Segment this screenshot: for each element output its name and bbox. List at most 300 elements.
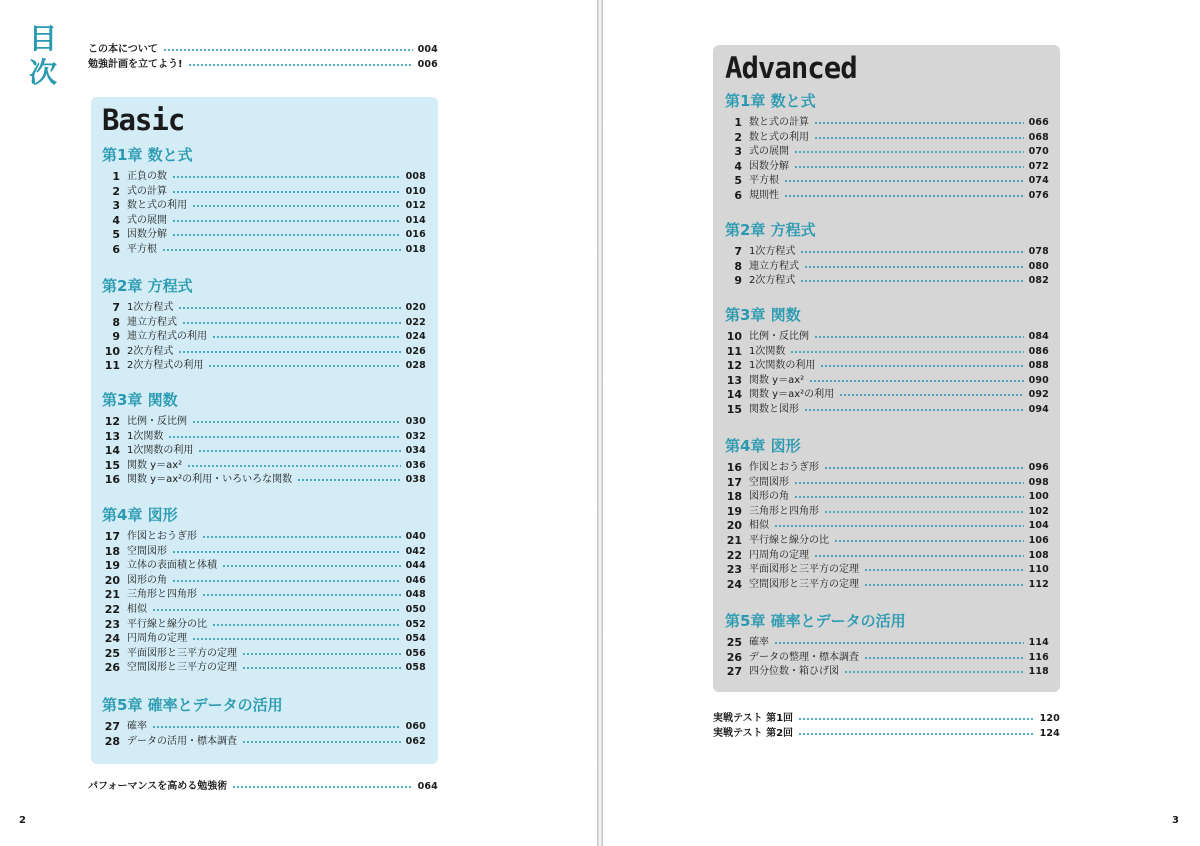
toc-entry[interactable] <box>102 430 426 444</box>
dot-leader <box>192 421 401 423</box>
entry-number: 28 <box>104 734 120 748</box>
entry-title: 関数 y＝ax² <box>127 459 183 471</box>
entry-title: 連立方程式 <box>749 260 799 272</box>
entry-page-number: 030 <box>405 416 426 427</box>
entry-page-number: 006 <box>417 59 438 70</box>
toc-entry[interactable] <box>102 720 426 734</box>
entry-title: 正負の数 <box>127 171 167 182</box>
toc-entry[interactable] <box>724 274 1049 288</box>
entry-title: 2次方程式 <box>749 275 796 287</box>
entry-page-number: 014 <box>405 214 426 226</box>
entry-page-number: 040 <box>405 531 426 542</box>
entry-title: 式の展開 <box>127 214 167 226</box>
entry-number: 1 <box>112 170 120 183</box>
entry-number: 19 <box>104 559 120 573</box>
dot-leader <box>844 671 1024 673</box>
dot-leader <box>798 718 1035 720</box>
entry-number: 7 <box>734 245 742 258</box>
entry-title: 関数と図形 <box>749 404 799 415</box>
entry-number: 9 <box>734 274 742 288</box>
dot-leader <box>182 322 401 324</box>
toc-entry[interactable] <box>102 316 426 330</box>
dot-leader <box>178 351 400 353</box>
entry-title: 平行線と線分の比 <box>127 618 207 630</box>
dot-leader <box>168 436 400 438</box>
entry-page-number: 098 <box>1028 476 1049 488</box>
practice-test-entry[interactable] <box>713 712 1060 726</box>
dot-leader <box>798 733 1035 735</box>
entry-number: 2 <box>734 130 742 144</box>
entry-title: この本について <box>88 44 158 55</box>
dot-leader <box>172 580 401 582</box>
entry-title: 関数 y＝ax² <box>749 374 805 386</box>
toc-entry[interactable] <box>102 170 426 184</box>
toc-entry[interactable] <box>724 359 1049 373</box>
dot-leader <box>794 151 1024 153</box>
entry-title: 2次方程式 <box>127 345 174 357</box>
dot-leader <box>192 205 401 207</box>
entry-number: 23 <box>104 617 120 631</box>
entry-page-number: 088 <box>1028 360 1049 372</box>
entry-title: 1次関数の利用 <box>749 360 816 372</box>
entry-page-number: 050 <box>405 604 426 615</box>
entry-title: 1次関数 <box>749 345 786 357</box>
entry-number: 17 <box>726 475 742 489</box>
entry-page-number: 100 <box>1028 491 1049 503</box>
entry-number: 5 <box>112 228 120 242</box>
entry-number: 3 <box>734 145 742 159</box>
toc-entry[interactable] <box>102 603 426 617</box>
dot-leader <box>820 365 1023 367</box>
entry-page-number: 062 <box>405 735 426 747</box>
toc-entry[interactable] <box>724 345 1049 359</box>
entry-title: 平行線と線分の比 <box>749 535 829 546</box>
toc-entry[interactable] <box>102 345 426 359</box>
entry-number: 17 <box>104 530 120 543</box>
entry-title: 三角形と四角形 <box>127 589 197 601</box>
entry-page-number: 004 <box>417 44 438 55</box>
entry-page-number: 064 <box>417 781 438 792</box>
entry-page-number: 112 <box>1028 578 1049 590</box>
chapter-heading: 第2章 方程式 <box>102 277 193 295</box>
toc-entry[interactable] <box>724 131 1049 145</box>
toc-entry[interactable] <box>724 476 1049 490</box>
entry-title: 立体の表面積と体積 <box>127 560 217 572</box>
entry-number: 18 <box>726 490 742 504</box>
entry-number: 2 <box>112 184 120 198</box>
dot-leader <box>152 726 401 728</box>
entry-title: 実戦テスト 第1回 <box>713 713 794 724</box>
toc-entry[interactable] <box>724 461 1049 475</box>
entry-number: 18 <box>104 544 120 558</box>
entry-page-number: 080 <box>1028 260 1049 272</box>
entry-number: 7 <box>112 301 120 314</box>
chapter-heading: 第1章 数と式 <box>725 92 816 110</box>
entry-page-number: 046 <box>405 574 426 586</box>
toc-entry[interactable] <box>102 588 426 602</box>
entry-page-number: 070 <box>1028 146 1049 158</box>
entry-title: 因数分解 <box>127 229 167 241</box>
entry-title: 1次関数 <box>127 430 164 442</box>
entry-title: 式の展開 <box>749 146 789 158</box>
entry-page-number: 032 <box>405 430 426 442</box>
entry-page-number: 096 <box>1028 462 1049 473</box>
toc-entry[interactable] <box>102 228 426 242</box>
entry-title: 確率 <box>127 721 147 732</box>
dot-leader <box>814 137 1024 139</box>
entry-page-number: 018 <box>405 244 426 255</box>
toc-entry[interactable] <box>724 665 1049 679</box>
dot-leader <box>864 657 1024 659</box>
entry-number: 21 <box>104 588 120 602</box>
entry-title: 円周角の定理 <box>127 633 187 645</box>
toc-entry[interactable] <box>724 388 1049 402</box>
entry-page-number: 118 <box>1028 666 1049 678</box>
toc-entry[interactable] <box>724 563 1049 577</box>
entry-number: 10 <box>726 330 742 343</box>
dot-leader <box>814 555 1024 557</box>
entry-title: 作図とおうぎ形 <box>749 462 819 473</box>
entry-number: 4 <box>112 213 120 227</box>
chapter-heading: 第3章 関数 <box>725 306 801 324</box>
entry-page-number: 020 <box>405 302 426 313</box>
entry-title: 空間図形 <box>127 545 167 557</box>
entry-title: 平方根 <box>749 175 779 187</box>
entry-number: 20 <box>104 573 120 587</box>
dot-leader <box>834 540 1024 542</box>
entry-number: 8 <box>112 315 120 329</box>
entry-number: 1 <box>734 116 742 129</box>
entry-number: 9 <box>112 330 120 344</box>
entry-title: 1次方程式 <box>127 302 174 313</box>
entry-title: 三角形と四角形 <box>749 505 819 517</box>
dot-leader <box>784 180 1024 182</box>
entry-title: 連立方程式 <box>127 316 177 328</box>
dot-leader <box>800 251 1023 253</box>
entry-title: 空間図形と三平方の定理 <box>127 662 237 674</box>
entry-number: 25 <box>104 646 120 660</box>
entry-title: 実戦テスト 第2回 <box>713 728 794 739</box>
toc-entry[interactable] <box>724 174 1049 188</box>
entry-page-number: 084 <box>1028 331 1049 342</box>
entry-page-number: 086 <box>1028 345 1049 357</box>
toc-entry[interactable] <box>102 618 426 632</box>
entry-page-number: 052 <box>405 618 426 630</box>
dot-leader <box>800 280 1023 282</box>
entry-page-number: 066 <box>1028 117 1049 128</box>
dot-leader <box>212 624 401 626</box>
dot-leader <box>172 551 401 553</box>
entry-page-number: 058 <box>405 662 426 674</box>
entry-page-number: 124 <box>1039 728 1060 739</box>
entry-number: 22 <box>726 548 742 562</box>
entry-number: 24 <box>726 577 742 591</box>
toc-entry[interactable] <box>724 578 1049 592</box>
toc-entry[interactable] <box>724 260 1049 274</box>
chapter-heading: 第4章 図形 <box>725 437 801 455</box>
entry-page-number: 114 <box>1028 637 1049 648</box>
entry-page-number: 036 <box>405 459 426 471</box>
toc-entry[interactable] <box>724 116 1049 130</box>
entry-title: 相似 <box>127 604 147 615</box>
entry-page-number: 016 <box>405 229 426 241</box>
toc-entry[interactable] <box>102 459 426 473</box>
toc-entry[interactable] <box>724 505 1049 519</box>
chapter-heading: 第5章 確率とデータの活用 <box>725 612 906 630</box>
entry-number: 3 <box>112 199 120 213</box>
entry-number: 16 <box>726 461 742 474</box>
entry-page-number: 102 <box>1028 505 1049 517</box>
toc-entry[interactable] <box>724 245 1049 259</box>
dot-leader <box>864 584 1024 586</box>
entry-page-number: 090 <box>1028 374 1049 386</box>
dot-leader <box>163 49 413 51</box>
dot-leader <box>804 409 1024 411</box>
toc-entry[interactable] <box>724 549 1049 563</box>
dot-leader <box>188 64 413 66</box>
dot-leader <box>212 336 401 338</box>
toc-entry[interactable] <box>102 444 426 458</box>
entry-number: 20 <box>726 519 742 533</box>
dot-leader <box>814 122 1024 124</box>
toc-entry[interactable] <box>724 160 1049 174</box>
entry-title: 作図とおうぎ形 <box>127 531 197 542</box>
entry-page-number: 082 <box>1028 275 1049 287</box>
entry-page-number: 026 <box>405 345 426 357</box>
entry-number: 14 <box>104 444 120 458</box>
entry-page-number: 028 <box>405 360 426 372</box>
entry-title: 比例・反比例 <box>127 416 187 427</box>
dot-leader <box>242 667 401 669</box>
intro-entry[interactable] <box>88 58 438 72</box>
toc-entry[interactable] <box>724 490 1049 504</box>
entry-page-number: 010 <box>405 185 426 197</box>
entry-number: 15 <box>104 458 120 472</box>
entry-page-number: 068 <box>1028 131 1049 143</box>
entry-number: 27 <box>104 720 120 733</box>
left-page <box>0 0 597 846</box>
entry-title: 空間図形 <box>749 476 789 488</box>
entry-page-number: 060 <box>405 721 426 732</box>
dot-leader <box>824 511 1024 513</box>
chapter-heading: 第2章 方程式 <box>725 221 816 239</box>
entry-number: 12 <box>104 415 120 428</box>
entry-page-number: 042 <box>405 545 426 557</box>
toc-entry[interactable] <box>102 415 426 429</box>
dot-leader <box>824 467 1024 469</box>
toc-entry[interactable] <box>102 330 426 344</box>
entry-page-number: 108 <box>1028 549 1049 561</box>
study-tips-entry[interactable] <box>88 780 438 794</box>
entry-number: 4 <box>734 159 742 173</box>
toc-entry[interactable] <box>102 647 426 661</box>
dot-leader <box>232 786 412 788</box>
chapter-heading: 第4章 図形 <box>102 506 178 524</box>
entry-title: 図形の角 <box>749 491 789 503</box>
dot-leader <box>178 307 400 309</box>
entry-title: 平方根 <box>127 244 157 255</box>
entry-number: 11 <box>726 344 742 358</box>
entry-number: 12 <box>726 359 742 373</box>
entry-page-number: 012 <box>405 200 426 212</box>
entry-page-number: 074 <box>1028 175 1049 187</box>
entry-number: 21 <box>726 534 742 547</box>
entry-page-number: 120 <box>1039 713 1060 724</box>
toc-entry[interactable] <box>102 359 426 373</box>
dot-leader <box>222 565 401 567</box>
page-number-right: 3 <box>1172 815 1179 826</box>
toc-entry[interactable] <box>102 185 426 199</box>
dot-leader <box>774 525 1024 527</box>
entry-page-number: 094 <box>1028 404 1049 415</box>
toc-entry[interactable] <box>724 636 1049 650</box>
entry-title: 数と式の利用 <box>127 200 187 212</box>
entry-page-number: 116 <box>1028 651 1049 663</box>
toc-entry[interactable] <box>724 374 1049 388</box>
dot-leader <box>172 191 401 193</box>
entry-title: データの活用・標本調査 <box>127 735 237 747</box>
entry-page-number: 110 <box>1028 564 1049 576</box>
dot-leader <box>794 496 1024 498</box>
entry-page-number: 106 <box>1028 535 1049 546</box>
entry-number: 16 <box>104 473 120 487</box>
contents-heading: 目 次 <box>28 22 57 89</box>
entry-title: 四分位数・箱ひげ図 <box>749 666 839 678</box>
entry-page-number: 044 <box>405 560 426 572</box>
dot-leader <box>297 479 400 481</box>
entry-title: 式の計算 <box>127 185 167 197</box>
toc-entry[interactable] <box>724 330 1049 344</box>
toc-entry[interactable] <box>102 301 426 315</box>
dot-leader <box>774 642 1024 644</box>
dot-leader <box>202 594 401 596</box>
dot-leader <box>814 336 1024 338</box>
entry-page-number: 056 <box>405 647 426 659</box>
toc-entry[interactable] <box>724 403 1049 417</box>
toc-entry[interactable] <box>102 735 426 749</box>
entry-number: 10 <box>104 344 120 358</box>
practice-test-entry[interactable] <box>713 727 1060 741</box>
dot-leader <box>794 166 1024 168</box>
entry-title: 相似 <box>749 520 769 532</box>
dot-leader <box>172 176 401 178</box>
entry-title: 確率 <box>749 637 769 648</box>
chapter-heading: 第5章 確率とデータの活用 <box>102 696 283 714</box>
toc-entry[interactable] <box>724 189 1049 203</box>
entry-page-number: 076 <box>1028 190 1049 201</box>
toc-entry[interactable] <box>724 519 1049 533</box>
dot-leader <box>198 450 400 452</box>
entry-title: 2次方程式の利用 <box>127 360 204 372</box>
dot-leader <box>187 465 400 467</box>
entry-number: 11 <box>104 359 120 373</box>
chapter-heading: 第3章 関数 <box>102 391 178 409</box>
entry-title: 平面図形と三平方の定理 <box>749 564 859 576</box>
entry-page-number: 092 <box>1028 389 1049 401</box>
entry-number: 26 <box>726 650 742 664</box>
toc-entry[interactable] <box>102 661 426 675</box>
entry-number: 6 <box>734 189 742 202</box>
entry-number: 25 <box>726 636 742 649</box>
toc-entry[interactable] <box>102 632 426 646</box>
dot-leader <box>794 482 1024 484</box>
entry-page-number: 038 <box>405 474 426 486</box>
toc-entry[interactable] <box>724 651 1049 665</box>
entry-number: 6 <box>112 243 120 256</box>
advanced-title: Advanced <box>725 51 857 85</box>
entry-page-number: 034 <box>405 445 426 457</box>
chapter-heading: 第1章 数と式 <box>102 146 193 164</box>
entry-page-number: 104 <box>1028 520 1049 532</box>
entry-number: 22 <box>104 603 120 616</box>
entry-title: 円周角の定理 <box>749 549 809 561</box>
toc-entry[interactable] <box>102 530 426 544</box>
entry-page-number: 054 <box>405 633 426 645</box>
toc-entry[interactable] <box>102 243 426 257</box>
entry-title: 連立方程式の利用 <box>127 331 207 343</box>
toc-entry[interactable] <box>102 199 426 213</box>
entry-title: パフォーマンスを高める勉強術 <box>88 781 228 792</box>
toc-entry[interactable] <box>102 473 426 487</box>
page-number-left: 2 <box>19 815 26 826</box>
toc-entry[interactable] <box>102 574 426 588</box>
entry-number: 14 <box>726 388 742 402</box>
entry-title: 1次方程式 <box>749 246 796 257</box>
entry-page-number: 022 <box>405 316 426 328</box>
entry-number: 15 <box>726 403 742 416</box>
entry-title: 空間図形と三平方の定理 <box>749 578 859 590</box>
dot-leader <box>790 351 1023 353</box>
dot-leader <box>192 638 401 640</box>
toc-entry[interactable] <box>102 559 426 573</box>
entry-title: 因数分解 <box>749 160 789 172</box>
entry-number: 27 <box>726 665 742 679</box>
toc-entry[interactable] <box>102 545 426 559</box>
entry-number: 19 <box>726 504 742 518</box>
entry-title: 数と式の計算 <box>749 117 809 128</box>
dot-leader <box>242 653 401 655</box>
dot-leader <box>804 266 1024 268</box>
dot-leader <box>784 195 1024 197</box>
dot-leader <box>208 365 400 367</box>
toc-entry[interactable] <box>724 534 1049 548</box>
dot-leader <box>202 536 401 538</box>
entry-number: 13 <box>104 429 120 443</box>
entry-title: 図形の角 <box>127 574 167 586</box>
intro-entry[interactable] <box>88 43 438 57</box>
dot-leader <box>809 380 1023 382</box>
entry-title: データの整理・標本調査 <box>749 651 859 663</box>
entry-number: 13 <box>726 373 742 387</box>
dot-leader <box>152 609 401 611</box>
entry-page-number: 008 <box>405 171 426 182</box>
entry-title: 数と式の利用 <box>749 131 809 143</box>
entry-page-number: 024 <box>405 331 426 343</box>
dot-leader <box>242 741 401 743</box>
entry-number: 8 <box>734 259 742 273</box>
entry-number: 24 <box>104 632 120 646</box>
entry-title: 平面図形と三平方の定理 <box>127 647 237 659</box>
entry-title: 1次関数の利用 <box>127 445 194 457</box>
entry-number: 26 <box>104 661 120 675</box>
toc-entry[interactable] <box>102 214 426 228</box>
dot-leader <box>172 220 401 222</box>
entry-page-number: 078 <box>1028 246 1049 257</box>
toc-entry[interactable] <box>724 145 1049 159</box>
entry-number: 23 <box>726 563 742 577</box>
dot-leader <box>162 249 401 251</box>
dot-leader <box>864 569 1024 571</box>
